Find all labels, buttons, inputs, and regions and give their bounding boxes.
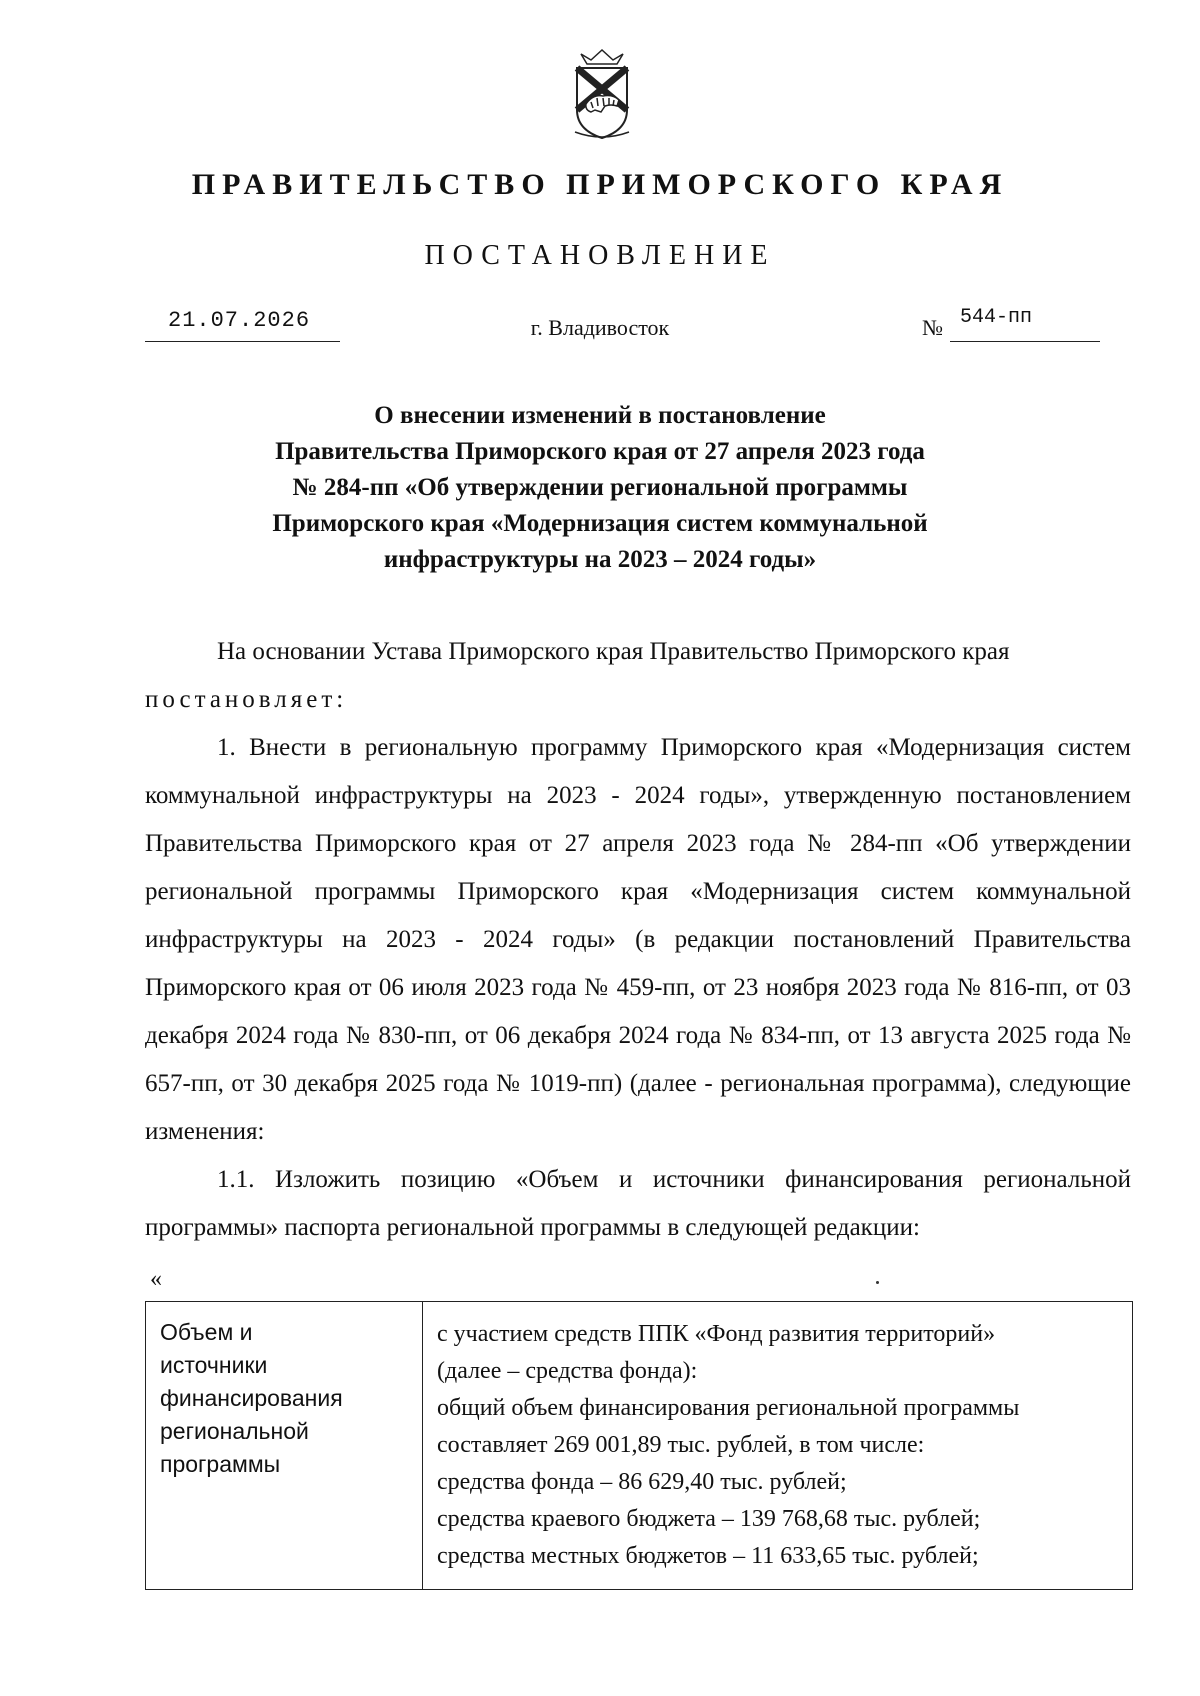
cell-line: (далее – средства фонда): [437, 1358, 698, 1384]
date-underline [145, 341, 340, 342]
number-sign: № [922, 315, 943, 340]
opening-quote: « [150, 1266, 162, 1292]
cell-line: региональной [160, 1418, 309, 1444]
item-1-1-paragraph: 1.1. Изложить позицию «Объем и источники финансирования региональной программы» паспорта региональной программы в следующей редакции: [145, 1166, 1131, 1241]
number-underline [950, 341, 1100, 342]
position-name-cell [146, 1302, 423, 1590]
scan-dot [876, 1281, 879, 1284]
subject-line: Правительства Приморского края от 27 апреля 2023 года [275, 438, 925, 465]
cell-line: средства фонда – 86 629,40 тыс. рублей; [437, 1469, 847, 1495]
decree-word: постановляет: [145, 686, 348, 713]
subject-line: Приморского края «Модернизация систем коммунальной [272, 510, 928, 537]
cell-line: составляет 269 001,89 тыс. рублей, в том числе: [437, 1432, 925, 1458]
preamble-paragraph: На основании Устава Приморского края Правительство Приморского края [217, 638, 1010, 665]
cell-line: Объем и [160, 1319, 253, 1345]
cell-line: средства краевого бюджета – 139 768,68 тыс. рублей; [437, 1506, 981, 1532]
cell-line: программы [160, 1451, 281, 1477]
position-value-cell [423, 1302, 1133, 1590]
document-subject [160, 398, 1040, 578]
subject-line: № 284-пп «Об утверждении региональной программы [292, 474, 908, 501]
government-title: ПРАВИТЕЛЬСТВО ПРИМОРСКОГО КРАЯ [191, 168, 1009, 201]
cell-line: средства местных бюджетов – 11 633,65 тыс. рублей; [437, 1543, 979, 1569]
document-city: г. Владивосток [530, 315, 670, 340]
passport-table [145, 1301, 1133, 1590]
cell-line: общий объем финансирования региональной программы [437, 1395, 1020, 1421]
cell-line: финансирования [160, 1385, 343, 1411]
document-number: 544-пп [960, 306, 1033, 329]
subject-line: инфраструктуры на 2023 – 2024 годы» [383, 546, 817, 573]
subject-line: О внесении изменений в постановление [374, 402, 826, 429]
document-date: 21.07.2026 [168, 308, 311, 333]
coat-of-arms-icon [571, 46, 633, 142]
document-body [145, 628, 1131, 1252]
table-row [146, 1302, 1133, 1590]
item-1-paragraph: 1. Внести в региональную программу Приморского края «Модернизация систем коммунальной инфраструктуры на 2023 - 2024 годы», утвержденную постановлением Правительства Приморского края от 27 апреля 2023 года № 284-пп «Об утверждении региональной программы Приморского края «Модернизация систем коммунальной инфраструктуры на 2023 - 2024 годы» (в редакции постановлений Правительства Приморского края от 06 июля 2023 года № 459-пп, от 23 ноября 2023 года № 816-пп, от 03 декабря 2024 года № 830-пп, от 06 декабря 2024 года № 834-пп, от 13 августа 2025 года № 657-пп, от 30 декабря 2025 года № 1019-пп) (далее - региональная программа), следующие изменения: [145, 734, 1131, 1145]
document-type: ПОСТАНОВЛЕНИЕ [424, 240, 776, 271]
cell-line: источники [160, 1352, 268, 1378]
cell-line: с участием средств ППК «Фонд развития территорий» [437, 1321, 996, 1347]
